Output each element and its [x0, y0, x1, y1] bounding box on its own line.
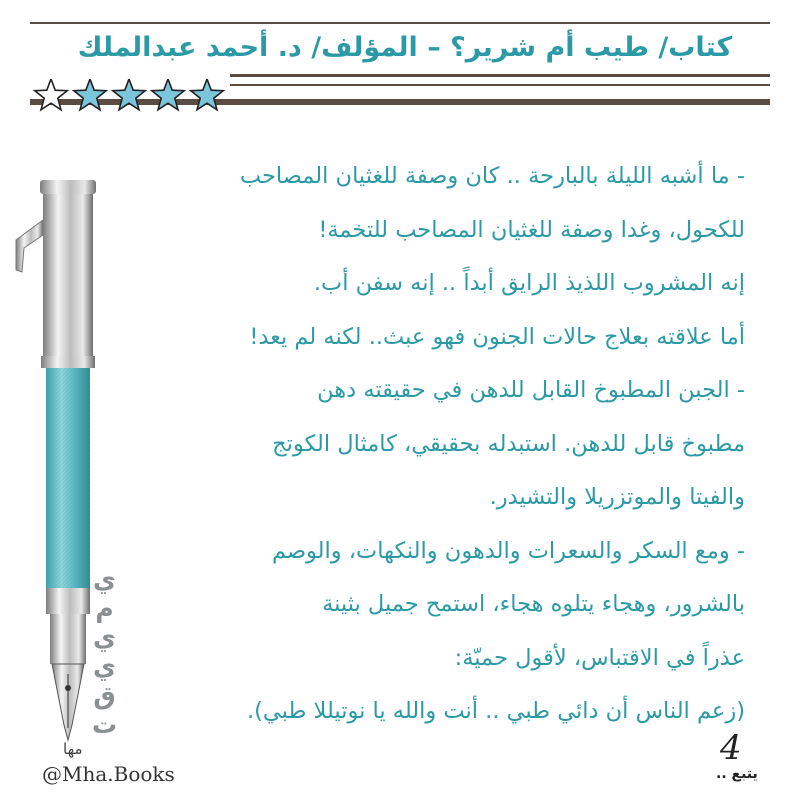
title-book: كتاب/ طيب أم شرير؟ – [417, 32, 733, 63]
page-title [50, 28, 760, 68]
text-line: - ما أشبه الليلة بالبارحة .. كان وصفة للغثيان المصاحب [239, 163, 745, 189]
text-line: عذراً في الاقتباس، لأقول حميّة: [454, 644, 745, 671]
title-author: المؤلف/ د. أحمد عبدالملك [77, 32, 418, 63]
account-handle: @Mha.Books [42, 762, 175, 786]
star-filled-icon [113, 79, 145, 110]
star-filled-icon [191, 79, 223, 110]
text-line: إنه المشروب اللذيذ الرايق أبداً .. إنه سفن أب. [313, 270, 745, 296]
continue-label: يتبع .. [716, 766, 758, 782]
text-line: للكحول، وغدا وصفة للغثيان المصاحب للتخمة! [318, 216, 745, 243]
header-rule-2 [230, 84, 770, 86]
text-line: - ومع السكر والسعرات والدهون والنكهات، والوصم [271, 537, 745, 564]
star-empty-icon [35, 79, 67, 110]
signature: مها [63, 740, 83, 758]
star-filled-icon [152, 79, 184, 110]
top-border-rule [30, 22, 770, 24]
text-line: (زعم الناس أن دائي طبي .. أنت والله يا نوتيللا طبي). [247, 698, 745, 724]
text-line: - الجبن المطبوخ القابل للدهن في حقيقته دهن [317, 377, 745, 403]
text-line: أما علاقته بعلاج حالات الجنون فهو عبث.. لكنه لم يعد! [249, 323, 745, 350]
review-text [125, 150, 745, 739]
part-number: 4 [720, 728, 742, 768]
star-filled-icon [74, 79, 106, 110]
text-line: والفيتا والموتزريلا والتشيدر. [489, 484, 745, 510]
header-rule-1 [230, 74, 770, 77]
text-line: بالشرور، وهجاء يتلوه هجاء، استمح جميل بثينة [322, 591, 745, 617]
review-label: تقييمي [90, 565, 119, 739]
text-line: مطبوخ قابل للدهن. استبدله بحقيقي، كامثال الكوتج [272, 430, 745, 457]
star-rating [32, 79, 228, 113]
